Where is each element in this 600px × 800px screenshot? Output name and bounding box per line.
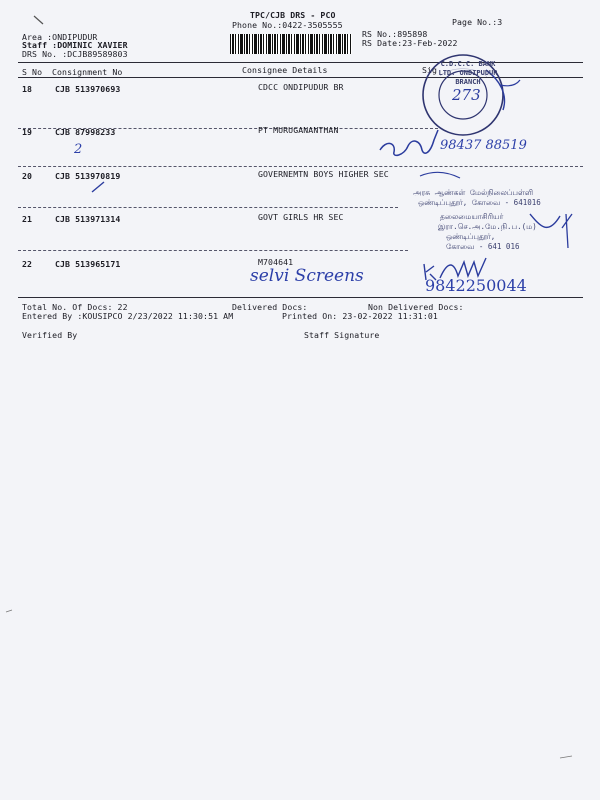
staff-signature: Staff Signature — [304, 330, 380, 340]
row-18-sno: 18 — [22, 84, 33, 94]
girls-school-stamp-line1: தலைமையாசிரியர் — [440, 212, 504, 221]
row-20-sno: 20 — [22, 171, 33, 181]
phone-number: Phone No.:0422-3505555 — [232, 20, 343, 30]
page-number: Page No.:3 — [452, 17, 503, 27]
row-19-consignee: PT MURUGANANTHAN — [258, 125, 339, 135]
staff-label: Staff :DOMINIC XAVIER — [22, 40, 128, 50]
printed-on: Printed On: 23-02-2022 11:31:01 — [282, 311, 438, 321]
row-20-consignee: GOVERNEMTN BOYS HIGHER SEC — [258, 169, 389, 179]
col-sno: S No — [22, 67, 43, 77]
boys-school-stamp-line2: ஒண்டிப்புதூர், கோவை - 641016 — [418, 198, 541, 207]
col-consignment: Consignment No — [52, 67, 123, 77]
row-19-phone: 98437 88519 — [440, 138, 527, 153]
row-18-consignee: CDCC ONDIPUDUR BR — [258, 82, 344, 92]
rs-number: RS No.:895898 — [362, 29, 428, 39]
entered-by: Entered By :KOUSIPCO 2/23/2022 11:30:51 AM — [22, 311, 234, 321]
girls-school-stamp-line3: ஒண்டிப்புதூர், — [446, 232, 496, 241]
row-19-mark: 2 — [74, 142, 83, 157]
girls-school-stamp-line2: இரா.செ.அ.மே.நி.ப.(ம) — [438, 222, 537, 231]
verified-by: Verified By — [22, 330, 78, 340]
total-docs: Total No. Of Docs: 22 — [22, 302, 128, 312]
girls-school-stamp-line4: கோவை - 641 016 — [446, 242, 520, 251]
delivered-docs: Delivered Docs: — [232, 302, 308, 312]
row-19-sno: 19 — [22, 127, 33, 137]
row-22-consignee: M704641 — [258, 257, 294, 267]
rs-date: RS Date:23-Feb-2022 — [362, 38, 458, 48]
row-21-consignment: CJB 513971314 — [55, 214, 121, 224]
sheet-title: TPC/CJB DRS - PCO — [250, 10, 336, 20]
bank-seal-text: C.D.C.C. BANK LTD. ONDIPUDUR BRANCH — [438, 60, 498, 86]
row-21-consignee: GOVT GIRLS HR SEC — [258, 212, 344, 222]
row-19-consignment: CJB 87998233 — [55, 127, 116, 137]
row-22-recipient-name: selvi Screens — [250, 266, 364, 286]
row-22-phone: 9842250044 — [425, 276, 527, 295]
col-consignee: Consignee Details — [242, 65, 328, 75]
drs-number: DRS No. :DCJB89589803 — [22, 49, 128, 59]
row-22-consignment: CJB 513965171 — [55, 259, 121, 269]
area-label: Area :ONDIPUDUR — [22, 32, 98, 42]
row-18-consignment: CJB 513970693 — [55, 84, 121, 94]
row-20-consignment: CJB 513970819 — [55, 171, 121, 181]
row-18-handwritten-mark: 273 — [452, 86, 481, 104]
boys-school-stamp-line1: அரசு ஆண்கள் மேல்நிலைப்பள்ளி — [413, 188, 534, 197]
row-21-sno: 21 — [22, 214, 33, 224]
col-signature: Sig — [422, 65, 438, 75]
non-delivered-docs: Non Delivered Docs: — [368, 302, 464, 312]
row-22-sno: 22 — [22, 259, 33, 269]
